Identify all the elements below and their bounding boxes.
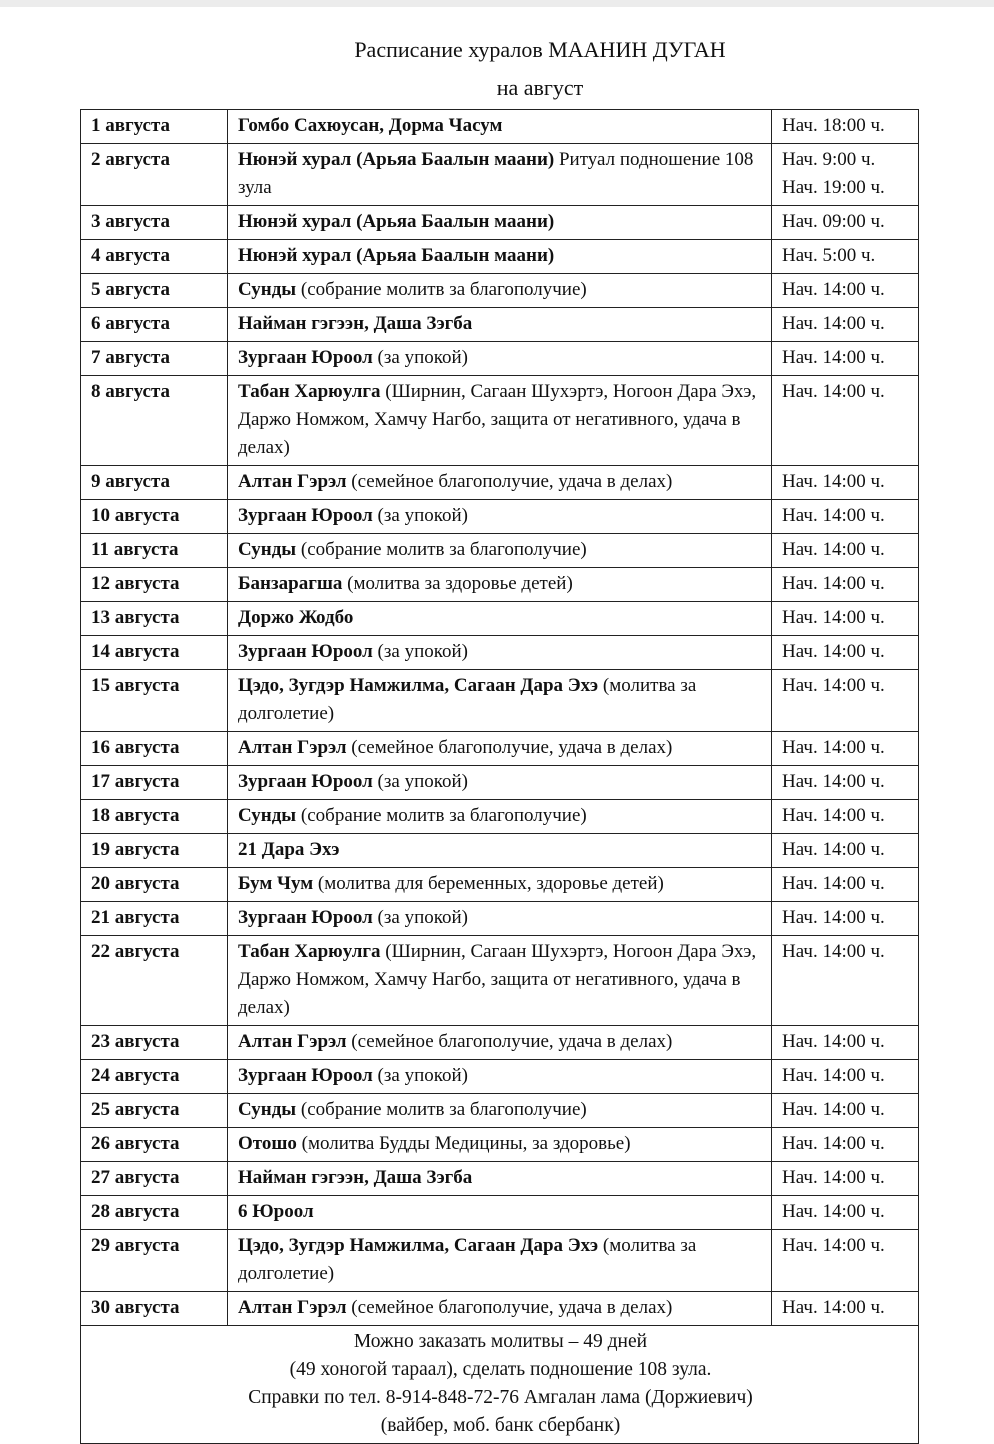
- date-cell: 28 августа: [81, 1196, 228, 1230]
- khural-name: Нюнэй хурал (Арьяа Баалын маани): [238, 245, 555, 266]
- start-time: Нач. 19:00 ч.: [782, 177, 885, 198]
- khural-note: (за упокой): [377, 771, 468, 792]
- footer-row: [81, 1326, 919, 1444]
- time-cell: [772, 1162, 919, 1196]
- schedule-row: [81, 1162, 919, 1196]
- khural-note: (за упокой): [377, 907, 468, 928]
- date-cell: 29 августа: [81, 1230, 228, 1292]
- khural-note: (семейное благополучие, удача в делах): [351, 471, 673, 492]
- khural-name: Найман гэгээн, Даша Зэгба: [238, 313, 473, 334]
- khural-note: (собрание молитв за благополучие): [300, 539, 587, 560]
- start-time: Нач. 14:00 ч.: [782, 1099, 885, 1120]
- khural-cell: [228, 500, 772, 534]
- schedule-row: [81, 274, 919, 308]
- time-cell: [772, 936, 919, 1026]
- time-cell: [772, 1292, 919, 1326]
- date-cell: 16 августа: [81, 732, 228, 766]
- date-cell: 3 августа: [81, 206, 228, 240]
- date-cell: 18 августа: [81, 800, 228, 834]
- start-time: Нач. 14:00 ч.: [782, 1235, 885, 1256]
- date-cell: 13 августа: [81, 602, 228, 636]
- start-time: Нач. 14:00 ч.: [782, 381, 885, 402]
- khural-note: (семейное благополучие, удача в делах): [351, 1031, 673, 1052]
- khural-note: (молитва Будды Медицины, за здоровье): [301, 1133, 631, 1154]
- document-title: Расписание хуралов МААНИН ДУГАН: [354, 37, 726, 62]
- khural-name: Зургаан Юроол: [238, 1065, 373, 1086]
- start-time: Нач. 9:00 ч.: [782, 149, 876, 170]
- khural-note: (семейное благополучие, удача в делах): [351, 737, 673, 758]
- date-cell: 5 августа: [81, 274, 228, 308]
- khural-cell: [228, 308, 772, 342]
- time-cell: [772, 240, 919, 274]
- schedule-row: [81, 308, 919, 342]
- khural-note: (семейное благополучие, удача в делах): [351, 1297, 673, 1318]
- date-cell: 7 августа: [81, 342, 228, 376]
- khural-name: Зургаан Юроол: [238, 641, 373, 662]
- khural-note: (молитва за долголетие): [238, 675, 697, 724]
- start-time: Нач. 14:00 ч.: [782, 1167, 885, 1188]
- time-cell: [772, 342, 919, 376]
- time-cell: [772, 274, 919, 308]
- khural-cell: [228, 1230, 772, 1292]
- schedule-row: [81, 240, 919, 274]
- start-time: Нач. 14:00 ч.: [782, 607, 885, 628]
- khural-name: Табан Харюулга: [238, 941, 381, 962]
- khural-note: (собрание молитв за благополучие): [300, 805, 587, 826]
- start-time: Нач. 5:00 ч.: [782, 245, 876, 266]
- schedule-row: [81, 568, 919, 602]
- time-cell: [772, 868, 919, 902]
- schedule-row: [81, 466, 919, 500]
- schedule-row: [81, 1026, 919, 1060]
- date-cell: 8 августа: [81, 376, 228, 466]
- date-cell: 2 августа: [81, 144, 228, 206]
- khural-cell: [228, 636, 772, 670]
- start-time: Нач. 14:00 ч.: [782, 805, 885, 826]
- khural-note: Ритуал подношение 108 зула: [238, 149, 754, 198]
- start-time: Нач. 14:00 ч.: [782, 1297, 885, 1318]
- schedule-row: [81, 110, 919, 144]
- khural-cell: [228, 534, 772, 568]
- date-cell: 15 августа: [81, 670, 228, 732]
- time-cell: [772, 1196, 919, 1230]
- khural-name: Зургаан Юроол: [238, 347, 373, 368]
- date-cell: 19 августа: [81, 834, 228, 868]
- khural-name: Алтан Гэрэл: [238, 471, 347, 492]
- time-cell: [772, 834, 919, 868]
- time-cell: [772, 376, 919, 466]
- khural-cell: [228, 1196, 772, 1230]
- date-cell: 12 августа: [81, 568, 228, 602]
- start-time: Нач. 14:00 ч.: [782, 313, 885, 334]
- time-cell: [772, 500, 919, 534]
- khural-cell: [228, 206, 772, 240]
- khural-name: Алтан Гэрэл: [238, 737, 347, 758]
- khural-name: Найман гэгээн, Даша Зэгба: [238, 1167, 473, 1188]
- time-cell: [772, 534, 919, 568]
- khural-name: Бум Чум: [238, 873, 314, 894]
- time-cell: [772, 1060, 919, 1094]
- start-time: Нач. 14:00 ч.: [782, 839, 885, 860]
- khural-cell: [228, 240, 772, 274]
- start-time: Нач. 09:00 ч.: [782, 211, 885, 232]
- khural-note: (за упокой): [377, 505, 468, 526]
- khural-note: (молитва за долголетие): [238, 1235, 697, 1284]
- start-time: Нач. 14:00 ч.: [782, 1031, 885, 1052]
- date-cell: 6 августа: [81, 308, 228, 342]
- khural-cell: [228, 602, 772, 636]
- start-time: Нач. 14:00 ч.: [782, 347, 885, 368]
- khural-cell: [228, 110, 772, 144]
- khural-name: Алтан Гэрэл: [238, 1297, 347, 1318]
- date-cell: 21 августа: [81, 902, 228, 936]
- schedule-row: [81, 1196, 919, 1230]
- khural-cell: [228, 274, 772, 308]
- schedule-row: [81, 1128, 919, 1162]
- schedule-row: [81, 376, 919, 466]
- time-cell: [772, 110, 919, 144]
- time-cell: [772, 732, 919, 766]
- start-time: Нач. 14:00 ч.: [782, 907, 885, 928]
- time-cell: [772, 602, 919, 636]
- schedule-row: [81, 144, 919, 206]
- khural-name: Доржо Жодбо: [238, 607, 354, 628]
- schedule-row: [81, 834, 919, 868]
- khural-name: Зургаан Юроол: [238, 771, 373, 792]
- start-time: Нач. 14:00 ч.: [782, 1065, 885, 1086]
- schedule-row: [81, 602, 919, 636]
- khural-cell: [228, 376, 772, 466]
- schedule-row: [81, 1094, 919, 1128]
- date-cell: 4 августа: [81, 240, 228, 274]
- khural-cell: [228, 1026, 772, 1060]
- khural-name: Сунды: [238, 539, 297, 560]
- time-cell: [772, 568, 919, 602]
- start-time: Нач. 14:00 ч.: [782, 573, 885, 594]
- khural-name: Зургаан Юроол: [238, 505, 373, 526]
- date-cell: 26 августа: [81, 1128, 228, 1162]
- start-time: Нач. 14:00 ч.: [782, 505, 885, 526]
- khural-name: Сунды: [238, 1099, 297, 1120]
- time-cell: [772, 1128, 919, 1162]
- khural-cell: [228, 732, 772, 766]
- khural-name: Отошо: [238, 1133, 297, 1154]
- start-time: Нач. 14:00 ч.: [782, 941, 885, 962]
- khural-name: Зургаан Юроол: [238, 907, 373, 928]
- khural-note: (собрание молитв за благополучие): [300, 1099, 587, 1120]
- date-cell: 9 августа: [81, 466, 228, 500]
- khural-cell: [228, 1094, 772, 1128]
- date-cell: 24 августа: [81, 1060, 228, 1094]
- khural-note: (Ширнин, Сагаан Шухэртэ, Ногоон Дара Эхэ, Даржо Номжом, Хамчу Нагбо, защита от негативного, удача в делах): [238, 381, 757, 458]
- khural-cell: [228, 800, 772, 834]
- time-cell: [772, 670, 919, 732]
- khural-cell: [228, 144, 772, 206]
- start-time: Нач. 14:00 ч.: [782, 737, 885, 758]
- start-time: Нач. 14:00 ч.: [782, 675, 885, 696]
- khural-name: Табан Харюулга: [238, 381, 381, 402]
- date-cell: 27 августа: [81, 1162, 228, 1196]
- time-cell: [772, 766, 919, 800]
- khural-cell: [228, 936, 772, 1026]
- date-cell: 14 августа: [81, 636, 228, 670]
- khural-name: 6 Юроол: [238, 1201, 314, 1222]
- schedule-row: [81, 732, 919, 766]
- time-cell: [772, 1230, 919, 1292]
- time-cell: [772, 144, 919, 206]
- schedule-row: [81, 1060, 919, 1094]
- schedule-row: [81, 1230, 919, 1292]
- khural-name: Нюнэй хурал (Арьяа Баалын маани): [238, 211, 555, 232]
- khural-name: Алтан Гэрэл: [238, 1031, 347, 1052]
- khural-name: Цэдо, Зугдэр Намжилма, Сагаан Дара Эхэ: [238, 675, 599, 696]
- khural-cell: [228, 1060, 772, 1094]
- khural-note: (за упокой): [377, 641, 468, 662]
- khural-name: Сунды: [238, 805, 297, 826]
- khural-cell: [228, 466, 772, 500]
- khural-name: Сунды: [238, 279, 297, 300]
- start-time: Нач. 14:00 ч.: [782, 1201, 885, 1222]
- date-cell: 20 августа: [81, 868, 228, 902]
- time-cell: [772, 902, 919, 936]
- footer-line: (вайбер, моб. банк сбербанк): [380, 1415, 621, 1436]
- schedule-row: [81, 902, 919, 936]
- khural-cell: [228, 568, 772, 602]
- schedule-body: [81, 110, 919, 1326]
- start-time: Нач. 14:00 ч.: [782, 539, 885, 560]
- time-cell: [772, 1094, 919, 1128]
- khural-note: (Ширнин, Сагаан Шухэртэ, Ногоон Дара Эхэ, Даржо Номжом, Хамчу Нагбо, защита от негативного, удача в делах): [238, 941, 757, 1018]
- footer-line: (49 хоногой тараал), сделать подношение 108 зула.: [289, 1359, 712, 1380]
- khural-name: Цэдо, Зугдэр Намжилма, Сагаан Дара Эхэ: [238, 1235, 599, 1256]
- schedule-row: [81, 500, 919, 534]
- schedule-row: [81, 206, 919, 240]
- khural-cell: [228, 1292, 772, 1326]
- schedule-row: [81, 342, 919, 376]
- khural-cell: [228, 1128, 772, 1162]
- start-time: Нач. 14:00 ч.: [782, 279, 885, 300]
- start-time: Нач. 14:00 ч.: [782, 771, 885, 792]
- date-cell: 1 августа: [81, 110, 228, 144]
- khural-name: Банзарагша: [238, 573, 343, 594]
- khural-note: (молитва за здоровье детей): [347, 573, 573, 594]
- schedule-row: [81, 936, 919, 1026]
- time-cell: [772, 636, 919, 670]
- khural-cell: [228, 342, 772, 376]
- time-cell: [772, 206, 919, 240]
- footer-line: Можно заказать молитвы – 49 дней: [353, 1331, 648, 1352]
- time-cell: [772, 1026, 919, 1060]
- time-cell: [772, 466, 919, 500]
- start-time: Нач. 14:00 ч.: [782, 873, 885, 894]
- khural-note: (за упокой): [377, 1065, 468, 1086]
- footer-cell: [81, 1326, 919, 1444]
- date-cell: 23 августа: [81, 1026, 228, 1060]
- document-subtitle: на август: [496, 75, 584, 100]
- schedule-row: [81, 534, 919, 568]
- date-cell: 17 августа: [81, 766, 228, 800]
- start-time: Нач. 14:00 ч.: [782, 471, 885, 492]
- start-time: Нач. 14:00 ч.: [782, 1133, 885, 1154]
- date-cell: 10 августа: [81, 500, 228, 534]
- schedule-row: [81, 868, 919, 902]
- schedule-row: [81, 1292, 919, 1326]
- schedule-row: [81, 766, 919, 800]
- khural-name: Гомбо Сахюусан, Дорма Часум: [238, 115, 503, 136]
- khural-note: (собрание молитв за благополучие): [300, 279, 587, 300]
- khural-note: (молитва для беременных, здоровье детей): [317, 873, 664, 894]
- top-border-band: [0, 0, 994, 7]
- khural-note: (за упокой): [377, 347, 468, 368]
- time-cell: [772, 308, 919, 342]
- schedule-row: [81, 800, 919, 834]
- khural-name: Нюнэй хурал (Арьяа Баалын маани): [238, 149, 555, 170]
- khural-cell: [228, 868, 772, 902]
- khural-cell: [228, 670, 772, 732]
- khural-name: 21 Дара Эхэ: [238, 839, 340, 860]
- date-cell: 30 августа: [81, 1292, 228, 1326]
- khural-cell: [228, 1162, 772, 1196]
- schedule-table: [80, 109, 919, 1444]
- schedule-row: [81, 670, 919, 732]
- date-cell: 11 августа: [81, 534, 228, 568]
- start-time: Нач. 18:00 ч.: [782, 115, 885, 136]
- start-time: Нач. 14:00 ч.: [782, 641, 885, 662]
- footer-line: Справки по тел. 8-914-848-72-76 Амгалан лама (Доржиевич): [248, 1387, 753, 1408]
- schedule-row: [81, 636, 919, 670]
- date-cell: 25 августа: [81, 1094, 228, 1128]
- khural-cell: [228, 834, 772, 868]
- khural-cell: [228, 766, 772, 800]
- time-cell: [772, 800, 919, 834]
- khural-cell: [228, 902, 772, 936]
- date-cell: 22 августа: [81, 936, 228, 1026]
